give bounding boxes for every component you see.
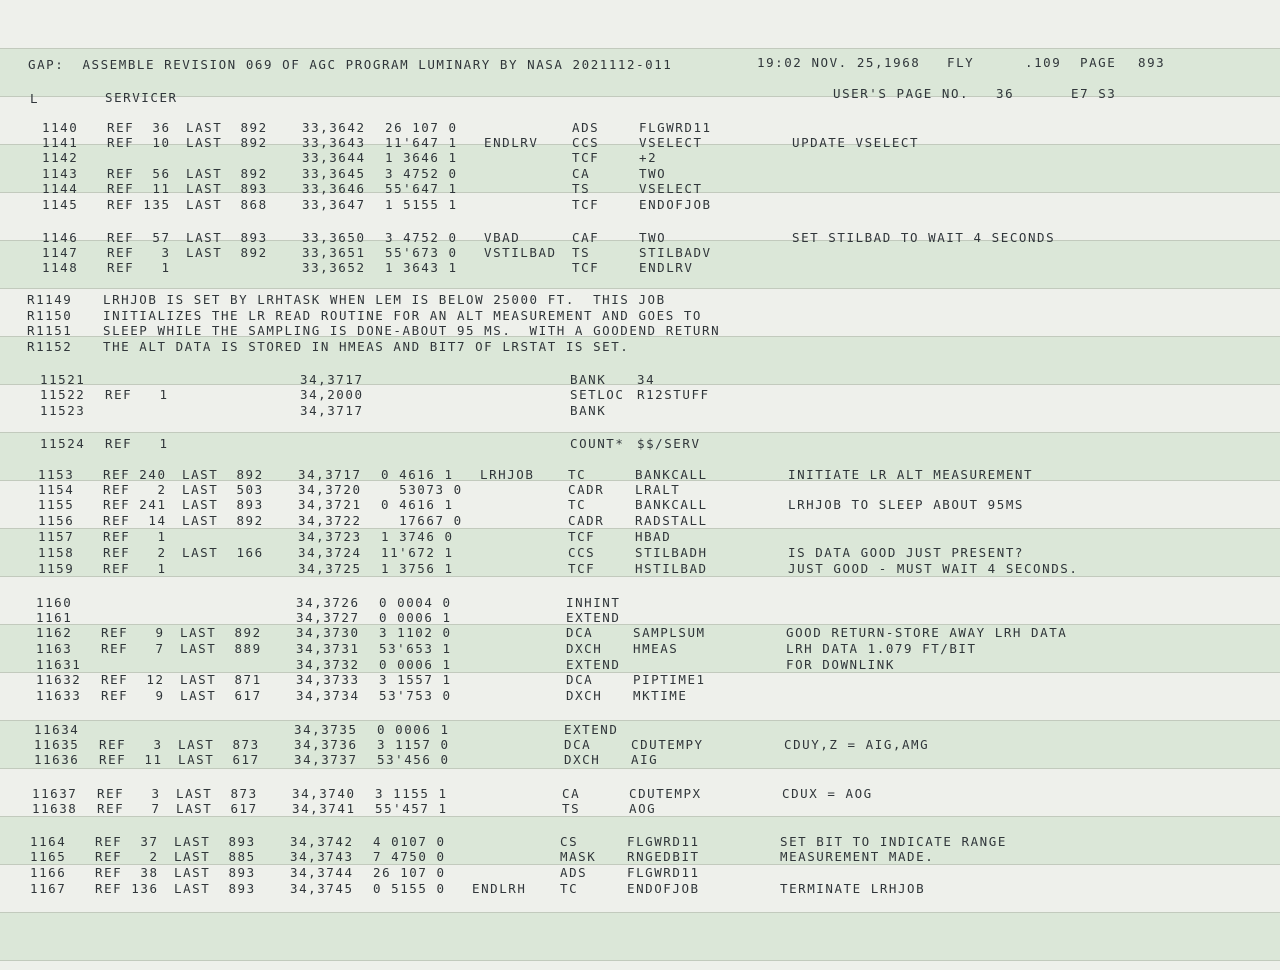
opcode-cell: COUNT*: [570, 436, 625, 451]
num-cell: 1147: [42, 245, 79, 260]
address-cell: 34,3737: [294, 752, 358, 767]
remark-number: R1151: [27, 323, 73, 338]
num-cell: 1167: [30, 881, 67, 896]
header-page-label: PAGE: [1080, 55, 1117, 70]
address-cell: 34,3717: [300, 403, 364, 418]
opcode-cell: CAF: [572, 230, 600, 245]
label-cell: ENDLRV: [484, 135, 539, 150]
label-cell: VSTILBAD: [484, 245, 557, 260]
num-cell: 11522: [40, 387, 86, 402]
label-cell: VBAD: [484, 230, 521, 245]
num-cell: 11634: [34, 722, 80, 737]
num-cell: 1143: [42, 166, 79, 181]
operand-cell: AIG: [631, 752, 659, 767]
ref-cell: REF 9: [101, 688, 165, 703]
operand-cell: 34: [637, 372, 656, 387]
opcode-cell: INHINT: [566, 595, 621, 610]
comment-cell: SET BIT TO INDICATE RANGE: [780, 834, 1007, 849]
operand-cell: ENDOFJOB: [639, 197, 712, 212]
address-cell: 33,3644: [302, 150, 366, 165]
opcode-cell: MASK: [560, 849, 597, 864]
num-cell: 1163: [36, 641, 73, 656]
ref-cell: REF 9: [101, 625, 165, 640]
address-cell: 34,3722: [298, 513, 362, 528]
ref-cell: REF 241: [103, 497, 167, 512]
num-cell: 1159: [38, 561, 75, 576]
ref-cell: REF 1: [107, 260, 171, 275]
num-cell: 1162: [36, 625, 73, 640]
operand-cell: HMEAS: [633, 641, 679, 656]
opcode-cell: CA: [572, 166, 591, 181]
last-cell: LAST 873: [178, 737, 260, 752]
last-cell: LAST 889: [180, 641, 262, 656]
operand-cell: +2: [639, 150, 658, 165]
opcode-cell: CCS: [572, 135, 600, 150]
octal-code-cell: 3 1102 0: [379, 625, 452, 640]
last-cell: LAST 166: [182, 545, 264, 560]
octal-code-cell: 1 3746 0: [381, 529, 454, 544]
last-cell: LAST 868: [186, 197, 268, 212]
opcode-cell: TS: [562, 801, 581, 816]
comment-cell: CDUY,Z = AIG,AMG: [784, 737, 930, 752]
label-cell: ENDLRH: [472, 881, 527, 896]
num-cell: 1146: [42, 230, 79, 245]
octal-code-cell: 0 4616 1: [381, 497, 454, 512]
operand-cell: FLGWRD11: [627, 834, 700, 849]
num-cell: 11631: [36, 657, 82, 672]
last-cell: LAST 892: [186, 245, 268, 260]
octal-code-cell: 3 1557 1: [379, 672, 452, 687]
stripe-line: [0, 288, 1280, 289]
comment-cell: INITIATE LR ALT MEASUREMENT: [788, 467, 1034, 482]
address-cell: 33,3650: [302, 230, 366, 245]
ref-cell: REF 1: [105, 436, 169, 451]
last-cell: LAST 885: [174, 849, 256, 864]
remark-text: SLEEP WHILE THE SAMPLING IS DONE-ABOUT 95 MS. WITH A GOODEND RETURN: [103, 323, 721, 338]
opcode-cell: TCF: [568, 561, 596, 576]
comment-cell: TERMINATE LRHJOB: [780, 881, 926, 896]
octal-code-cell: 7 4750 0: [373, 849, 446, 864]
ref-cell: REF 1: [103, 561, 167, 576]
ref-cell: REF 7: [97, 801, 161, 816]
stripe-line: [0, 816, 1280, 817]
operand-cell: CDUTEMPY: [631, 737, 704, 752]
ref-cell: REF 37: [95, 834, 159, 849]
octal-code-cell: 0 0006 1: [379, 657, 452, 672]
address-cell: 33,3643: [302, 135, 366, 150]
comment-cell: LRH DATA 1.079 FT/BIT: [786, 641, 977, 656]
opcode-cell: DXCH: [564, 752, 601, 767]
last-cell: LAST 892: [180, 625, 262, 640]
octal-code-cell: 1 3643 1: [385, 260, 458, 275]
address-cell: 34,3726: [296, 595, 360, 610]
opcode-cell: DCA: [564, 737, 592, 752]
address-cell: 34,3723: [298, 529, 362, 544]
address-cell: 33,3642: [302, 120, 366, 135]
ref-cell: REF 36: [107, 120, 171, 135]
num-cell: 1161: [36, 610, 73, 625]
comment-cell: IS DATA GOOD JUST PRESENT?: [788, 545, 1024, 560]
operand-cell: FLGWRD11: [627, 865, 700, 880]
opcode-cell: EXTEND: [566, 610, 621, 625]
opcode-cell: TCF: [572, 260, 600, 275]
opcode-cell: TCF: [572, 197, 600, 212]
opcode-cell: TS: [572, 245, 591, 260]
octal-code-cell: 0 0004 0: [379, 595, 452, 610]
address-cell: 34,3736: [294, 737, 358, 752]
last-cell: LAST 617: [178, 752, 260, 767]
operand-cell: TWO: [639, 166, 667, 181]
num-cell: 1158: [38, 545, 75, 560]
comment-cell: GOOD RETURN-STORE AWAY LRH DATA: [786, 625, 1068, 640]
last-cell: LAST 873: [176, 786, 258, 801]
opcode-cell: BANK: [570, 372, 607, 387]
address-cell: 34,3743: [290, 849, 354, 864]
octal-code-cell: 55'457 1: [375, 801, 448, 816]
ref-cell: REF 135: [107, 197, 171, 212]
octal-code-cell: 3 1157 0: [377, 737, 450, 752]
stripe-line: [0, 576, 1280, 577]
address-cell: 34,3730: [296, 625, 360, 640]
octal-code-cell: 1 3756 1: [381, 561, 454, 576]
stripe-line: [0, 768, 1280, 769]
num-cell: 11632: [36, 672, 82, 687]
operand-cell: BANKCALL: [635, 497, 708, 512]
num-cell: 1154: [38, 482, 75, 497]
octal-code-cell: 0 4616 1: [381, 467, 454, 482]
last-cell: LAST 617: [180, 688, 262, 703]
octal-code-cell: 4 0107 0: [373, 834, 446, 849]
num-cell: 1156: [38, 513, 75, 528]
address-cell: 33,3647: [302, 197, 366, 212]
ref-cell: REF 11: [99, 752, 163, 767]
operand-cell: BANKCALL: [635, 467, 708, 482]
num-cell: 1155: [38, 497, 75, 512]
remark-text: INITIALIZES THE LR READ ROUTINE FOR AN ALT MEASUREMENT AND GOES TO: [103, 308, 702, 323]
comment-cell: CDUX = AOG: [782, 786, 873, 801]
last-cell: LAST 617: [176, 801, 258, 816]
octal-code-cell: 3 4752 0: [385, 230, 458, 245]
operand-cell: SAMPLSUM: [633, 625, 706, 640]
operand-cell: AOG: [629, 801, 657, 816]
address-cell: 34,3724: [298, 545, 362, 560]
remark-number: R1149: [27, 292, 73, 307]
operand-cell: LRALT: [635, 482, 681, 497]
last-cell: LAST 893: [182, 497, 264, 512]
header-l-column: L: [30, 91, 40, 106]
address-cell: 33,3646: [302, 181, 366, 196]
address-cell: 34,3742: [290, 834, 354, 849]
octal-code-cell: 26 107 0: [385, 120, 458, 135]
ref-cell: REF 3: [107, 245, 171, 260]
stripe-line: [0, 48, 1280, 49]
opcode-cell: CS: [560, 834, 579, 849]
address-cell: 34,3732: [296, 657, 360, 672]
last-cell: LAST 892: [182, 467, 264, 482]
ref-cell: REF 38: [95, 865, 159, 880]
ref-cell: REF 2: [95, 849, 159, 864]
last-cell: LAST 871: [180, 672, 262, 687]
header-time-date: 19:02 NOV. 25,1968: [757, 55, 921, 70]
address-cell: 34,3721: [298, 497, 362, 512]
ref-cell: REF 11: [107, 181, 171, 196]
ref-cell: REF 136: [95, 881, 159, 896]
address-cell: 33,3652: [302, 260, 366, 275]
stripe-line: [0, 912, 1280, 913]
header-e-code: E7 S3: [1071, 86, 1117, 101]
stripe-line: [0, 720, 1280, 721]
operand-cell: PIPTIME1: [633, 672, 706, 687]
num-cell: 11635: [34, 737, 80, 752]
operand-cell: STILBADV: [639, 245, 712, 260]
remark-text: THE ALT DATA IS STORED IN HMEAS AND BIT7 OF LRSTAT IS SET.: [103, 339, 630, 354]
opcode-cell: CA: [562, 786, 581, 801]
operand-cell: R12STUFF: [637, 387, 710, 402]
address-cell: 34,3720: [298, 482, 362, 497]
opcode-cell: CCS: [568, 545, 596, 560]
ref-cell: REF 1: [103, 529, 167, 544]
address-cell: 34,3741: [292, 801, 356, 816]
operand-cell: STILBADH: [635, 545, 708, 560]
octal-code-cell: 0 0006 1: [379, 610, 452, 625]
octal-code-cell: 26 107 0: [373, 865, 446, 880]
address-cell: 34,3745: [290, 881, 354, 896]
label-cell: LRHJOB: [480, 467, 535, 482]
ref-cell: REF 12: [101, 672, 165, 687]
opcode-cell: DXCH: [566, 641, 603, 656]
num-cell: 1142: [42, 150, 79, 165]
comment-cell: MEASUREMENT MADE.: [780, 849, 935, 864]
address-cell: 34,3717: [298, 467, 362, 482]
num-cell: 11633: [36, 688, 82, 703]
comment-cell: UPDATE VSELECT: [792, 135, 920, 150]
octal-code-cell: 11'647 1: [385, 135, 458, 150]
octal-code-cell: 53'653 1: [379, 641, 452, 656]
num-cell: 11638: [32, 801, 78, 816]
num-cell: 1153: [38, 467, 75, 482]
comment-cell: LRHJOB TO SLEEP ABOUT 95MS: [788, 497, 1024, 512]
last-cell: LAST 893: [186, 181, 268, 196]
address-cell: 34,3727: [296, 610, 360, 625]
last-cell: LAST 893: [174, 881, 256, 896]
ref-cell: REF 240: [103, 467, 167, 482]
num-cell: 11636: [34, 752, 80, 767]
operand-cell: VSELECT: [639, 181, 703, 196]
operand-cell: MKTIME: [633, 688, 688, 703]
num-cell: 11637: [32, 786, 78, 801]
address-cell: 34,2000: [300, 387, 364, 402]
ref-cell: REF 2: [103, 545, 167, 560]
opcode-cell: TCF: [568, 529, 596, 544]
num-cell: 1164: [30, 834, 67, 849]
ref-cell: REF 1: [105, 387, 169, 402]
operand-cell: RNGEDBIT: [627, 849, 700, 864]
ref-cell: REF 2: [103, 482, 167, 497]
remark-number: R1152: [27, 339, 73, 354]
operand-cell: FLGWRD11: [639, 120, 712, 135]
address-cell: 34,3731: [296, 641, 360, 656]
octal-code-cell: 1 5155 1: [385, 197, 458, 212]
octal-code-cell: 0 5155 0: [373, 881, 446, 896]
octal-code-cell: 53'456 0: [377, 752, 450, 767]
octal-code-cell: 11'672 1: [381, 545, 454, 560]
operand-cell: HSTILBAD: [635, 561, 708, 576]
last-cell: LAST 892: [186, 135, 268, 150]
operand-cell: HBAD: [635, 529, 672, 544]
opcode-cell: DCA: [566, 625, 594, 640]
num-cell: 1145: [42, 197, 79, 212]
ref-cell: REF 14: [103, 513, 167, 528]
opcode-cell: TC: [568, 497, 587, 512]
num-cell: 1141: [42, 135, 79, 150]
opcode-cell: BANK: [570, 403, 607, 418]
address-cell: 34,3744: [290, 865, 354, 880]
opcode-cell: EXTEND: [564, 722, 619, 737]
operand-cell: $$/SERV: [637, 436, 701, 451]
opcode-cell: SETLOC: [570, 387, 625, 402]
header-program-name: SERVICER: [105, 90, 178, 105]
last-cell: LAST 892: [186, 120, 268, 135]
opcode-cell: DCA: [566, 672, 594, 687]
address-cell: 34,3735: [294, 722, 358, 737]
address-cell: 33,3651: [302, 245, 366, 260]
stripe-line: [0, 960, 1280, 961]
num-cell: 1166: [30, 865, 67, 880]
opcode-cell: TCF: [572, 150, 600, 165]
octal-code-cell: 0 0006 1: [377, 722, 450, 737]
ref-cell: REF 57: [107, 230, 171, 245]
address-cell: 34,3717: [300, 372, 364, 387]
octal-code-cell: 3 1155 1: [375, 786, 448, 801]
octal-code-cell: 53'753 0: [379, 688, 452, 703]
octal-code-cell: 55'647 1: [385, 181, 458, 196]
operand-cell: ENDLRV: [639, 260, 694, 275]
opcode-cell: ADS: [572, 120, 600, 135]
ref-cell: REF 7: [101, 641, 165, 656]
operand-cell: VSELECT: [639, 135, 703, 150]
ref-cell: REF 3: [99, 737, 163, 752]
num-cell: 1144: [42, 181, 79, 196]
last-cell: LAST 893: [174, 834, 256, 849]
num-cell: 11521: [40, 372, 86, 387]
last-cell: LAST 892: [186, 166, 268, 181]
comment-cell: FOR DOWNLINK: [786, 657, 895, 672]
num-cell: 11524: [40, 436, 86, 451]
operand-cell: ENDOFJOB: [627, 881, 700, 896]
octal-code-cell: 1 3646 1: [385, 150, 458, 165]
num-cell: 11523: [40, 403, 86, 418]
num-cell: 1160: [36, 595, 73, 610]
opcode-cell: ADS: [560, 865, 588, 880]
address-cell: 33,3645: [302, 166, 366, 181]
opcode-cell: CADR: [568, 513, 605, 528]
num-cell: 1157: [38, 529, 75, 544]
header-fly-value: .109: [1025, 55, 1062, 70]
octal-code-cell: 17667 0: [381, 513, 463, 528]
address-cell: 34,3725: [298, 561, 362, 576]
comment-cell: SET STILBAD TO WAIT 4 SECONDS: [792, 230, 1056, 245]
remark-number: R1150: [27, 308, 73, 323]
num-cell: 1165: [30, 849, 67, 864]
opcode-cell: TC: [568, 467, 587, 482]
header-user-page-label: USER'S PAGE NO.: [833, 86, 970, 101]
octal-code-cell: 3 4752 0: [385, 166, 458, 181]
address-cell: 34,3733: [296, 672, 360, 687]
opcode-cell: TS: [572, 181, 591, 196]
octal-code-cell: 55'673 0: [385, 245, 458, 260]
operand-cell: RADSTALL: [635, 513, 708, 528]
last-cell: LAST 892: [182, 513, 264, 528]
ref-cell: REF 3: [97, 786, 161, 801]
ref-cell: REF 10: [107, 135, 171, 150]
opcode-cell: TC: [560, 881, 579, 896]
header-title: GAP: ASSEMBLE REVISION 069 OF AGC PROGRAM LUMINARY BY NASA 2021112-011: [28, 57, 673, 72]
comment-cell: JUST GOOD - MUST WAIT 4 SECONDS.: [788, 561, 1079, 576]
remark-text: LRHJOB IS SET BY LRHTASK WHEN LEM IS BELOW 25000 FT. THIS JOB: [103, 292, 666, 307]
ref-cell: REF 56: [107, 166, 171, 181]
header-user-page-number: 36: [996, 86, 1015, 101]
last-cell: LAST 893: [186, 230, 268, 245]
header-fly: FLY: [947, 55, 975, 70]
num-cell: 1140: [42, 120, 79, 135]
address-cell: 34,3740: [292, 786, 356, 801]
opcode-cell: EXTEND: [566, 657, 621, 672]
octal-code-cell: 53073 0: [381, 482, 463, 497]
stripe-line: [0, 432, 1280, 433]
header-page-number: 893: [1138, 55, 1166, 70]
num-cell: 1148: [42, 260, 79, 275]
opcode-cell: CADR: [568, 482, 605, 497]
last-cell: LAST 893: [174, 865, 256, 880]
address-cell: 34,3734: [296, 688, 360, 703]
last-cell: LAST 503: [182, 482, 264, 497]
operand-cell: CDUTEMPX: [629, 786, 702, 801]
opcode-cell: DXCH: [566, 688, 603, 703]
operand-cell: TWO: [639, 230, 667, 245]
